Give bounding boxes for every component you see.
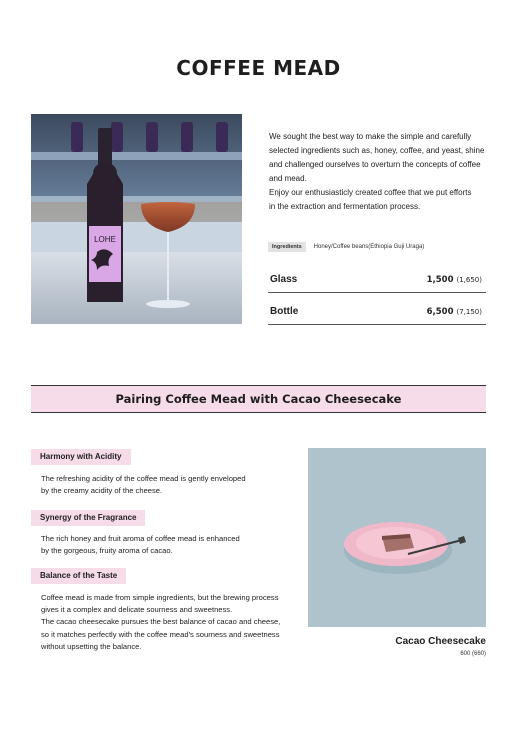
- section-text-acidity: [41, 473, 301, 497]
- price-value: [427, 307, 482, 317]
- price-value: [427, 275, 482, 285]
- description-line: and mead.: [269, 174, 307, 183]
- price-tax-included: (7,150): [456, 308, 482, 316]
- price-name: Glass: [270, 274, 298, 285]
- pairing-heading: Pairing Coffee Mead with Cacao Cheesecake: [31, 385, 486, 413]
- section-label-acidity: Harmony with Acidity: [31, 449, 131, 465]
- cheesecake-photo: [308, 448, 486, 627]
- price-tax-included: (1,650): [456, 276, 482, 284]
- description-line: in the extraction and fermentation process.: [269, 202, 421, 211]
- ingredients-value: Honey/Coffee beans(Ethiopia Guji Uraga): [313, 244, 425, 250]
- bottle-label-text: LOHE: [94, 235, 116, 244]
- cake-name: Cacao Cheesecake: [395, 636, 486, 647]
- section-line: Coffee mead is made from simple ingredients, but the brewing process: [41, 593, 279, 602]
- description-line: We sought the best way to make the simple and carefully: [269, 132, 472, 141]
- price-row-bottle: [268, 302, 486, 325]
- section-line: gives it a complex and delicate sourness and sweetness.: [41, 605, 233, 615]
- section-line: so it matches perfectly with the coffee mead's sourness and sweetness: [41, 629, 280, 639]
- description-line: Enjoy our enthusiasticly created coffee that we put efforts: [269, 188, 472, 197]
- section-text-taste: [41, 592, 309, 653]
- price-amount: 6,500: [426, 307, 454, 317]
- description-line: selected ingredients such as, honey, coffee, and yeast, shine: [269, 146, 485, 155]
- section-line: without upsetting the balance.: [41, 641, 142, 651]
- section-line: by the gorgeous, fruity aroma of cacao.: [41, 546, 173, 556]
- section-line: by the creamy acidity of the cheese.: [41, 486, 163, 496]
- section-label-taste: Balance of the Taste: [31, 568, 126, 584]
- section-line: The refreshing acidity of the coffee mead is gently enveloped: [41, 474, 246, 483]
- ingredients-row: [268, 242, 424, 252]
- cake-price: 600 (660): [460, 651, 486, 657]
- section-line: The cacao cheesecake pursues the best balance of cacao and cheese,: [41, 617, 281, 627]
- section-label-fragrance: Synergy of the Fragrance: [31, 510, 145, 526]
- section-line: The rich honey and fruit aroma of coffee mead is enhanced: [41, 534, 240, 543]
- ingredients-tag: Ingredients: [268, 242, 306, 252]
- price-amount: 1,500: [426, 275, 454, 285]
- price-name: Bottle: [270, 306, 299, 317]
- description-line: and challenged ourselves to overturn the concepts of coffee: [269, 160, 481, 169]
- page-title: COFFEE MEAD: [176, 56, 341, 80]
- section-text-fragrance: [41, 533, 301, 557]
- product-description: [269, 130, 494, 214]
- coffee-mead-photo: [31, 114, 242, 324]
- price-row-glass: [268, 270, 486, 293]
